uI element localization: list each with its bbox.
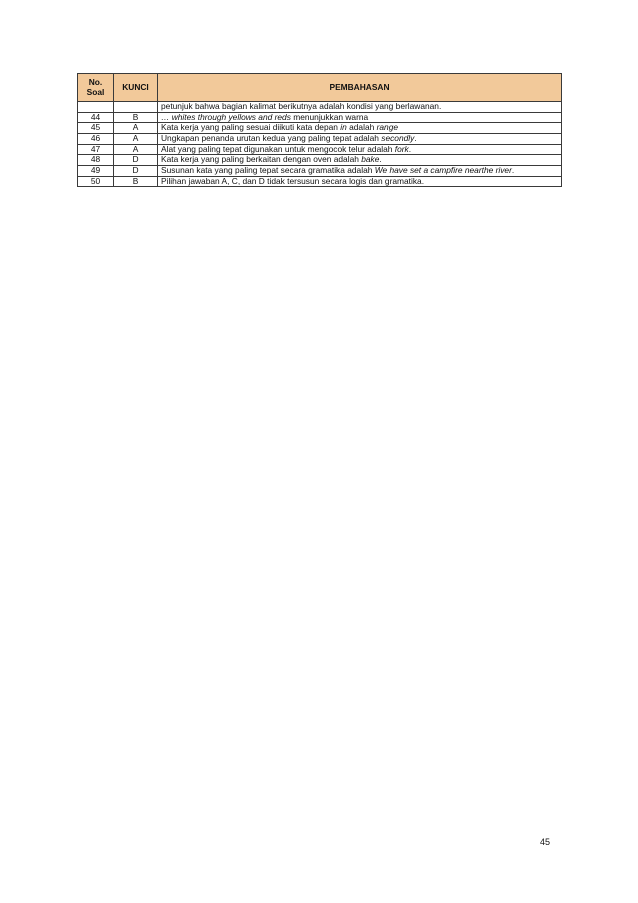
italic-term: in [340,122,347,133]
explanation-text: . [414,132,417,143]
italic-term: range [376,122,399,133]
explanation [158,165,562,176]
answer-key: A [114,133,158,144]
explanation [158,155,562,166]
explanation [158,133,562,144]
header-no-soal: No. Soal [78,74,114,102]
table-row [78,112,562,123]
italic-term: … whites through yellows and reds [161,111,291,122]
continuation-text: petunjuk bahwa bagian kalimat berikutnya adalah kondisi yang berlawanan. [158,102,562,113]
explanation-text: . [379,154,382,165]
answer-key: D [114,165,158,176]
explanation-text: adalah [346,122,377,133]
page-number: 45 [540,837,551,847]
continuation-row [78,102,562,113]
italic-term: bake [361,154,380,165]
question-number: 44 [78,112,114,123]
italic-term: We have set a campfire nearthe river [374,164,512,175]
answer-key: D [114,155,158,166]
explanation [158,176,562,187]
explanation-text: Kata kerja yang paling berkaitan dengan oven adalah [161,154,362,165]
answer-key: A [114,144,158,155]
explanation-text: Pilihan jawaban A, C, dan D tidak tersusun secara logis dan gramatika. [161,175,425,186]
italic-term: fork [394,143,409,154]
question-number: 45 [78,123,114,134]
question-number: 46 [78,133,114,144]
answer-key: B [114,112,158,123]
italic-term: secondly [381,132,415,143]
header-pembahasan: PEMBAHASAN [158,74,562,102]
answer-key: A [114,123,158,134]
question-number: 48 [78,155,114,166]
explanation-text: Ungkapan penanda urutan kedua yang paling tepat adalah [161,132,382,143]
table-row [78,165,562,176]
explanation-text: Susunan kata yang paling tepat secara gramatika adalah [161,164,375,175]
explanation [158,112,562,123]
table-row [78,176,562,187]
explanation-text: . [511,164,515,175]
question-number: 49 [78,165,114,176]
explanation-text: Alat yang paling tepat digunakan untuk mengocok telur adalah [161,143,395,154]
question-number: 47 [78,144,114,155]
explanation-text: menunjukkan warna [290,111,369,122]
table-row [78,123,562,134]
table-row [78,133,562,144]
explanation [158,123,562,134]
table-row [78,144,562,155]
table-header-row [78,74,562,102]
explanation-text: . [408,143,412,154]
explanation [158,144,562,155]
explanation-text: Kata kerja yang paling sesuai diikuti kata depan [161,122,341,133]
empty-cell [114,102,158,113]
empty-cell [78,102,114,113]
answer-key-table [77,73,562,187]
answer-key: B [114,176,158,187]
table-row [78,155,562,166]
question-number: 50 [78,176,114,187]
header-kunci: KUNCI [114,74,158,102]
